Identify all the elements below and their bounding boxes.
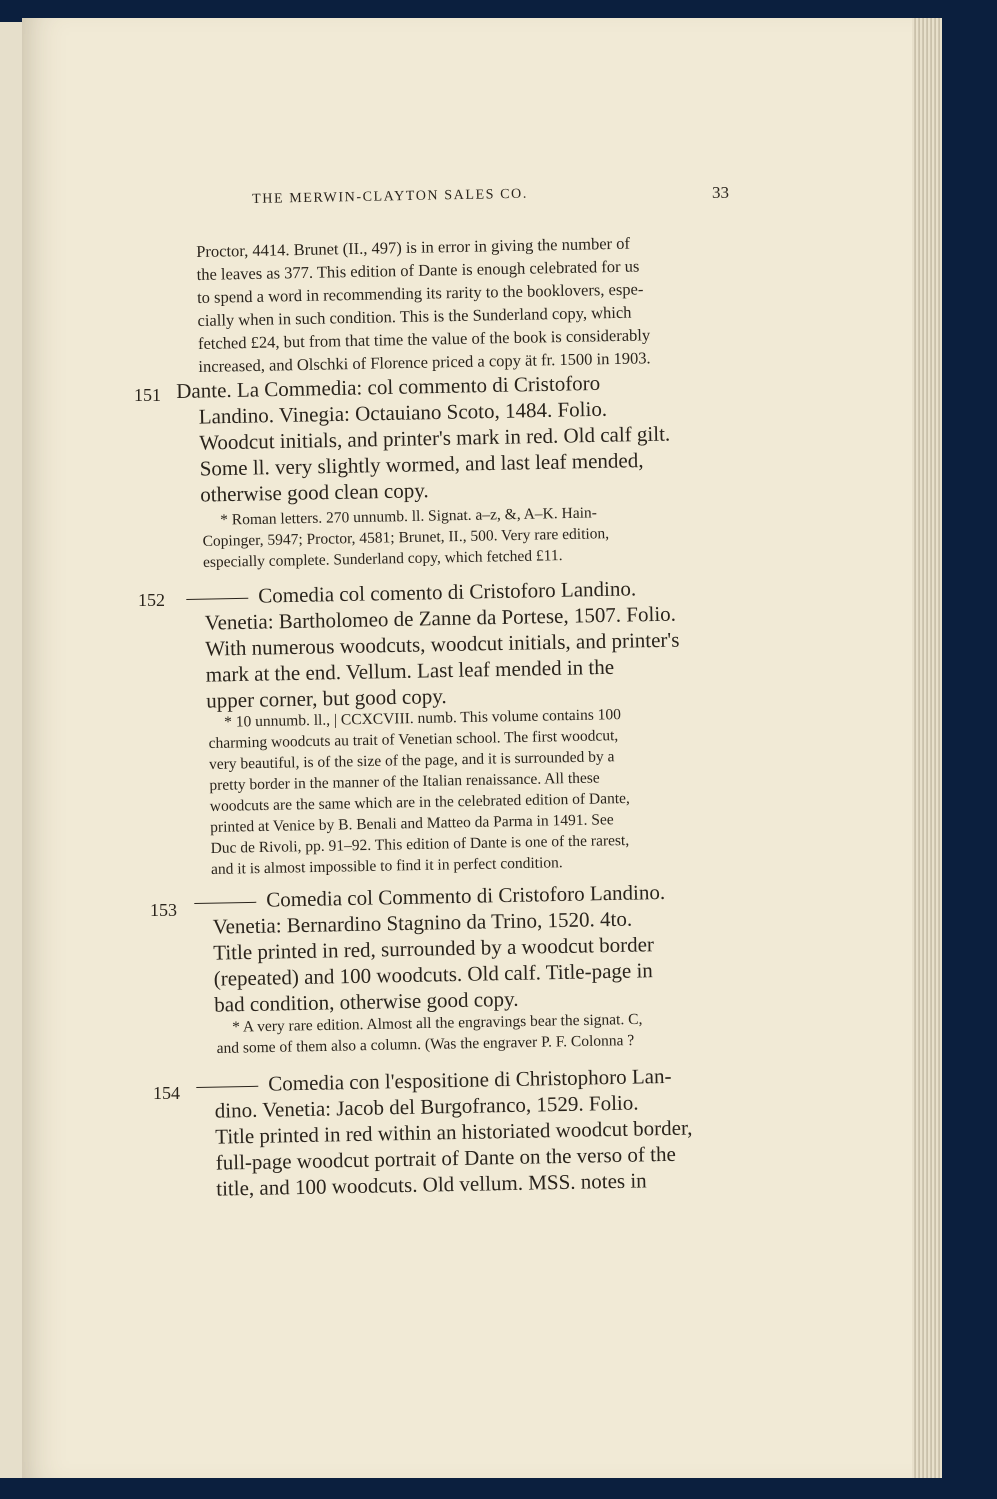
entry-line: full-page woodcut portrait of Dante on the verso of the bbox=[215, 1141, 676, 1175]
note-line: * A very rare edition. Almost all the engravings bear the signat. C, bbox=[232, 1010, 643, 1036]
note-line: to spend a word in recommending its rarity to the booklovers, espe- bbox=[196, 279, 644, 307]
note-line: the leaves as 377. This edition of Dante is enough celebrated for us bbox=[196, 256, 640, 284]
entry-line: With numerous woodcuts, woodcut initials, and printer's bbox=[205, 627, 680, 661]
entry-line: Title printed in red, surrounded by a woodcut border bbox=[213, 932, 655, 965]
note-line: Duc de Rivoli, pp. 91–92. This edition of Dante is one of the rarest, bbox=[210, 831, 630, 857]
facing-page-edge bbox=[0, 22, 23, 1478]
entry-line: Title printed in red within an historiated woodcut border, bbox=[215, 1115, 693, 1149]
entry-line: otherwise good clean copy. bbox=[200, 478, 429, 507]
note-line: Proctor, 4414. Brunet (II., 497) is in error in giving the number of bbox=[196, 233, 631, 261]
entry-number-153: 153 bbox=[150, 900, 177, 920]
entry-line: Woodcut initials, and printer's mark in red. Old calf gilt. bbox=[199, 421, 671, 455]
note-line: and some of them also a column. (Was the engraver P. F. Colonna ? bbox=[216, 1031, 635, 1057]
entry-153-note bbox=[216, 1009, 643, 1059]
entry-line: (repeated) and 100 woodcuts. Old calf. Title-page in bbox=[213, 958, 654, 991]
ditto-dash bbox=[196, 1085, 258, 1087]
entry-154 bbox=[196, 1062, 694, 1201]
entry-line: title, and 100 woodcuts. Old vellum. MSS. notes in bbox=[216, 1168, 647, 1201]
entry-line: dino. Venetia: Jacob del Burgofranco, 1529. Folio. bbox=[214, 1090, 639, 1123]
note-line: especially complete. Sunderland copy, which fetched £11. bbox=[202, 547, 563, 571]
entry-line: Venetia: Bartholomeo de Zanne da Portese, 1507. Folio. bbox=[204, 601, 677, 635]
entry-line: Landino. Vinegia: Octauiano Scoto, 1484. Folio. bbox=[198, 396, 608, 429]
note-line: cially when in such condition. This is the Sunderland copy, which bbox=[197, 302, 632, 330]
page-number: 33 bbox=[712, 183, 729, 202]
note-line: pretty border in the manner of the Italian renaissance. All these bbox=[209, 769, 600, 794]
entry-line: upper corner, but good copy. bbox=[206, 684, 447, 713]
entry-line-text: Comedia col Commento di Cristoforo Landino. bbox=[266, 879, 666, 912]
entry-line: Dante. La Commedia: col commento di Cristoforo bbox=[176, 370, 601, 403]
entry-152-note bbox=[208, 704, 631, 880]
note-line: * Roman letters. 270 unnumb. ll. Signat. a–z, &, A–K. Hain- bbox=[220, 504, 597, 529]
ditto-dash bbox=[194, 901, 256, 903]
note-line: charming woodcuts au trait of Venetian school. The first woodcut, bbox=[208, 727, 619, 752]
note-line: * 10 unnumb. ll., | CCXCVIII. numb. This volume contains 100 bbox=[224, 706, 622, 731]
entry-number-154: 154 bbox=[153, 1083, 180, 1103]
note-line: very beautiful, is of the size of the page, and it is surrounded by a bbox=[208, 748, 615, 773]
entry-line: mark at the end. Vellum. Last leaf mended in the bbox=[205, 654, 615, 687]
page-stack-edge bbox=[912, 18, 942, 1478]
note-line: fetched £24, but from that time the value of the book is considerably bbox=[197, 325, 651, 353]
entry-151-note bbox=[202, 502, 610, 573]
running-title: THE MERWIN-CLAYTON SALES CO. bbox=[252, 186, 529, 207]
note-line: printed at Venice by B. Benali and Matteo da Parma in 1491. See bbox=[210, 811, 614, 836]
entry-line: Venetia: Bernardino Stagnino da Trino, 1520. 4to. bbox=[212, 906, 633, 939]
ditto-dash bbox=[186, 597, 248, 599]
note-line: increased, and Olschki of Florence priced a copy ät fr. 1500 in 1903. bbox=[198, 348, 651, 376]
entry-151 bbox=[176, 369, 671, 508]
note-line: woodcuts are the same which are in the celebrated edition of Dante, bbox=[209, 789, 630, 815]
entry-153 bbox=[194, 879, 667, 1018]
note-line: Copinger, 5947; Proctor, 4581; Brunet, II., 500. Very rare edition, bbox=[202, 525, 610, 550]
entry-number-152: 152 bbox=[138, 590, 165, 610]
entry-line-text: Comedia col comento di Cristoforo Landino. bbox=[258, 576, 637, 608]
entry-152 bbox=[186, 575, 681, 714]
entry-line: Some ll. very slightly wormed, and last leaf mended, bbox=[199, 448, 644, 481]
entry-line: bad condition, otherwise good copy. bbox=[214, 986, 519, 1017]
entry-number-151: 151 bbox=[134, 385, 161, 405]
continuation-note bbox=[196, 231, 651, 378]
entry-line-text: Comedia con l'espositione di Christophoro Lan- bbox=[268, 1063, 672, 1096]
note-line: and it is almost impossible to find it in perfect condition. bbox=[210, 854, 563, 878]
